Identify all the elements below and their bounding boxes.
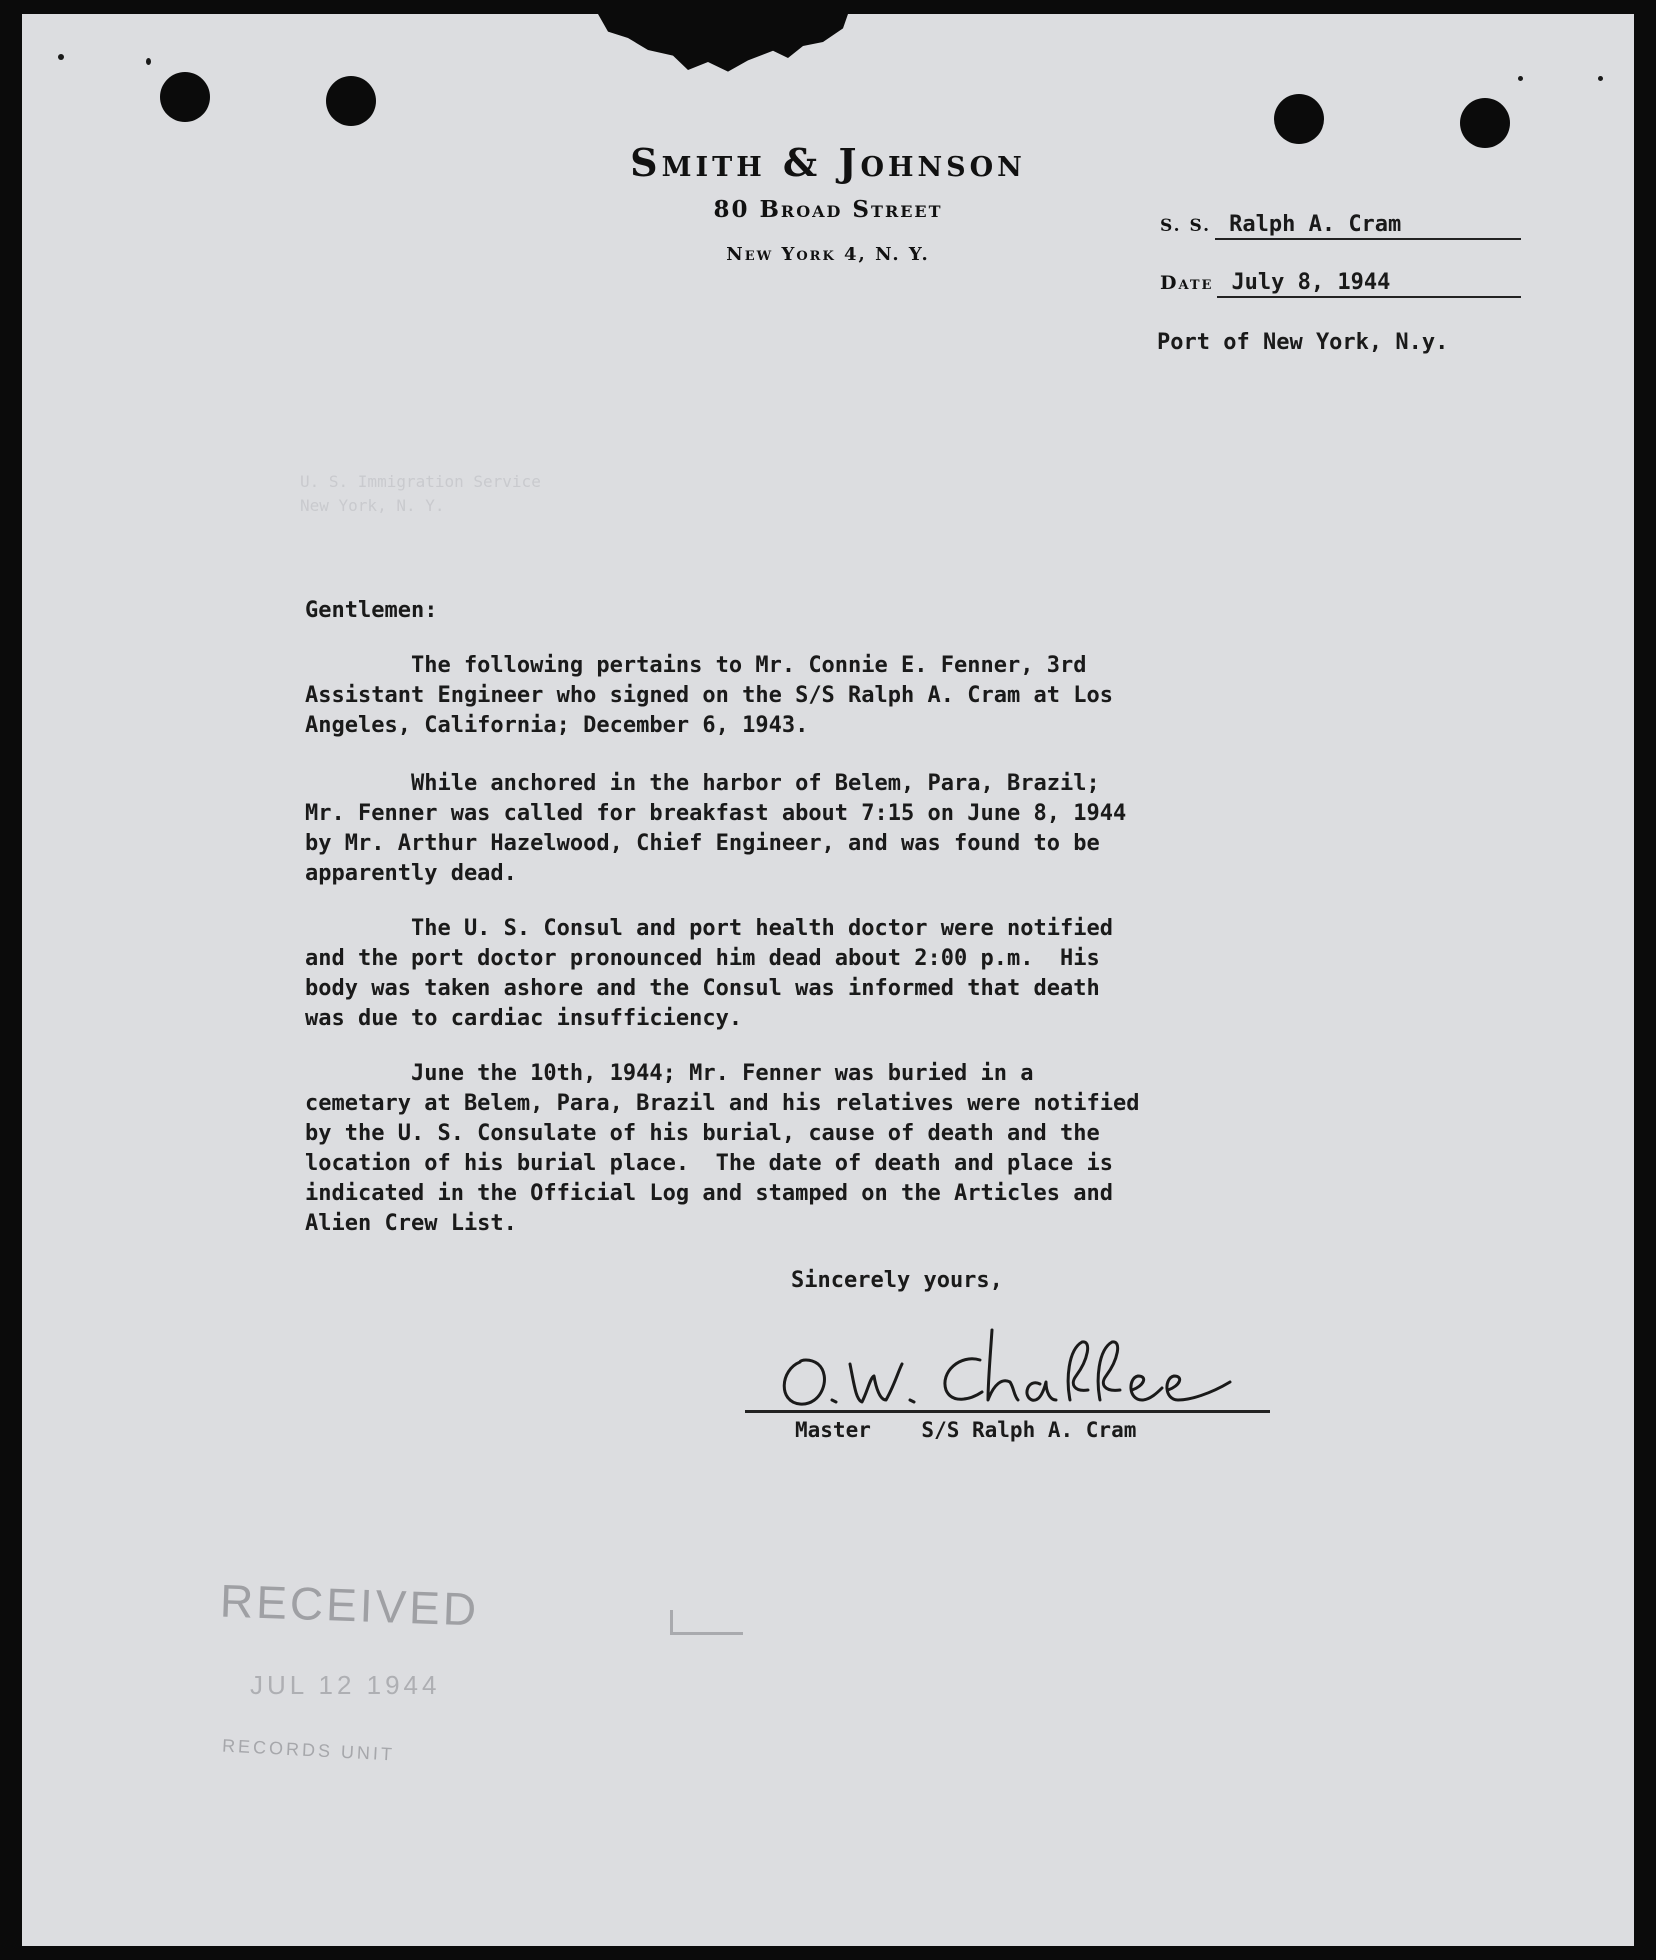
date-value: July 8, 1944 xyxy=(1217,270,1521,298)
faint-address-line: New York, N. Y. xyxy=(300,496,445,515)
letterhead-company: Smith & Johnson xyxy=(630,140,1026,185)
ship-field xyxy=(1160,212,1521,240)
signature-title: Master S/S Ralph A. Cram xyxy=(795,1418,1137,1442)
body-paragraph: The following pertains to Mr. Connie E. Fenner, 3rd Assistant Engineer who signed on the S/S Ralph A. Cram at Los Angeles, California; December 6, 1943. xyxy=(305,653,1113,738)
faded-stamp-mark xyxy=(670,1610,743,1635)
body-paragraph: June the 10th, 1944; Mr. Fenner was buried in a cemetary at Belem, Para, Brazil and his relatives were notified by the U. S. Consulate of his burial, cause of death and the location of his burial place. The date of death and place is indicated in the Official Log and stamped on the Articles and Alien Crew List. xyxy=(305,1061,1140,1236)
letterhead-street: 80 Broad Street xyxy=(713,196,943,223)
received-stamp: RECEIVED xyxy=(219,1574,481,1636)
ship-label: S. S. xyxy=(1160,216,1212,236)
letterhead-city: New York 4, N. Y. xyxy=(726,244,930,265)
punch-hole xyxy=(1460,98,1510,148)
signature-line xyxy=(745,1410,1270,1413)
body-paragraph: The U. S. Consul and port health doctor were notified and the port doctor pronounced him dead about 2:00 p.m. His body was taken ashore and the Consul was informed that death was due to cardiac insufficiency. xyxy=(305,916,1113,1031)
paper-speck xyxy=(1598,76,1603,81)
punch-hole xyxy=(326,76,376,126)
punch-hole xyxy=(1274,94,1324,144)
body-paragraph: While anchored in the harbor of Belem, Para, Brazil; Mr. Fenner was called for breakfast about 7:15 on June 8, 1944 by Mr. Arthur Hazelwood, Chief Engineer, and was found to be apparently dead. xyxy=(305,771,1127,886)
received-stamp-unit: RECORDS UNIT xyxy=(221,1735,396,1765)
punch-hole xyxy=(160,72,210,122)
salutation: Gentlemen: xyxy=(305,598,438,623)
paper-speck xyxy=(1518,76,1523,81)
paper-speck xyxy=(58,54,64,60)
date-label: Date xyxy=(1160,272,1214,294)
closing: Sincerely yours, xyxy=(791,1268,1003,1293)
paper-speck xyxy=(146,58,151,65)
ship-name: Ralph A. Cram xyxy=(1215,212,1521,240)
port-line: Port of New York, N.y. xyxy=(1157,330,1449,355)
date-field xyxy=(1160,270,1521,298)
faint-address-line: U. S. Immigration Service xyxy=(300,472,541,491)
received-stamp-date: JUL 12 1944 xyxy=(250,1670,441,1700)
handwritten-signature xyxy=(770,1320,1270,1416)
